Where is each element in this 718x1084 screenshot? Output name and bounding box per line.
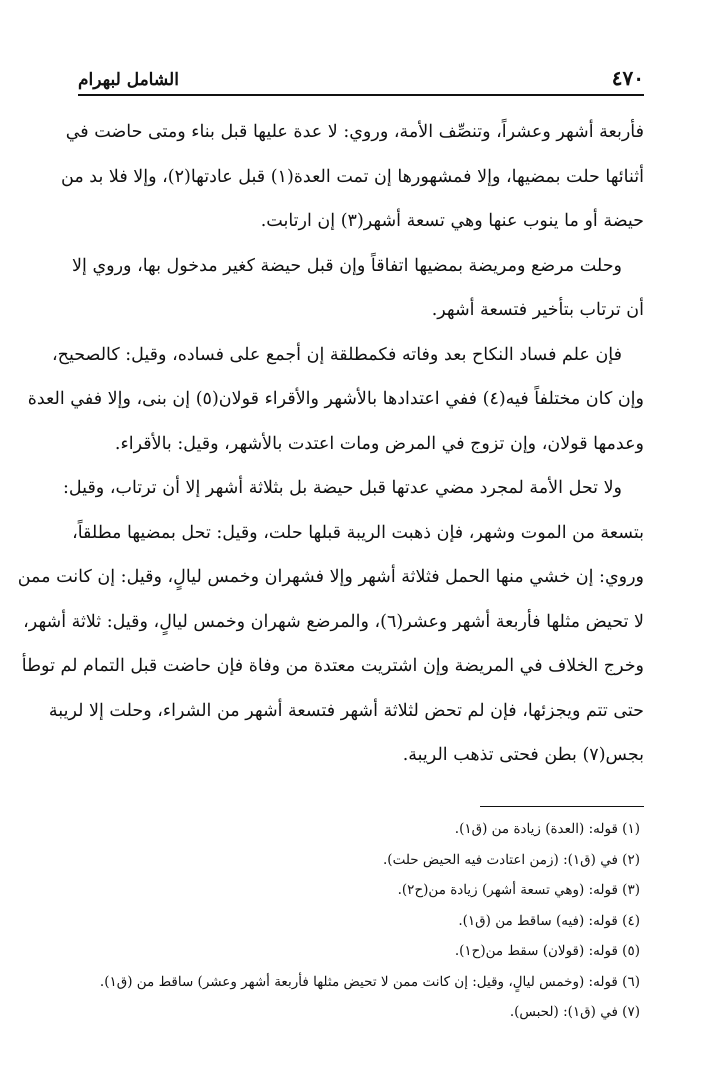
footnote: (١) قوله: (العدة) زيادة من (ق١). — [454, 821, 640, 837]
text-line: وخرج الخلاف في المريضة وإن اشتريت معتدة من وفاة فإن حاضت قبل التمام لم توطأ — [21, 656, 644, 676]
footnote-separator — [480, 806, 644, 807]
text-line: وإن كان مختلفاً فيه(٤) ففي اعتدادها بالأشهر والأقراء قولان(٥) إن بنى، وإلا ففي العدة — [27, 389, 644, 409]
text-line: أن ترتاب بتأخير فتسعة أشهر. — [431, 300, 644, 320]
text-line: وحلت مرضع ومريضة بمضيها اتفاقاً وإن قبل حيضة كغير مدخول بها، وروي إلا — [72, 255, 622, 276]
main-text — [17, 110, 644, 778]
page-header — [78, 60, 644, 96]
text-line: وعدمها قولان، وإن تزوج في المرض ومات اعتدت بالأشهر، وقيل: بالأقراء. — [114, 433, 644, 454]
footnote: (٧) في (ق١): (لحبس). — [509, 1004, 640, 1020]
footnote: (٦) قوله: (وخمس ليالٍ، وقيل: إن كانت ممن لا تحيض مثلها فأربعة أشهر وعشر) ساقط من (ق١). — [99, 973, 640, 990]
footnote: (٢) في (ق١): (زمن اعتادت فيه الحيض حلت). — [383, 851, 640, 868]
text-line: وروي: إن خشي منها الحمل فثلاثة أشهر وإلا فشهران وخمس ليالٍ، وقيل: إن كانت ممن — [17, 567, 644, 587]
running-title: الشامل لبهرام — [78, 70, 179, 90]
footnote: (٣) قوله: (وهي تسعة أشهر) زيادة من(ح٢). — [397, 882, 640, 898]
page-number: ٤٧٠ — [611, 66, 644, 90]
footnote: (٤) قوله: (فيه) ساقط من (ق١). — [458, 912, 640, 929]
footnotes — [70, 814, 640, 1028]
text-line: لا تحيض مثلها فأربعة أشهر وعشر(٦)، والمرضع شهران وخمس ليالٍ، وقيل: ثلاثة أشهر، — [23, 611, 644, 632]
text-line: حيضة أو ما ينوب عنها وهي تسعة أشهر(٣) إن ارتابت. — [260, 211, 644, 231]
text-line: بجس(٧) بطن فحتى تذهب الريبة. — [402, 745, 644, 765]
text-line: أثنائها حلت بمضيها، وإلا فمشهورها إن تمت العدة(١) قبل عادتها(٢)، وإلا فلا بد من — [61, 166, 644, 187]
text-line: فأربعة أشهر وعشراً، وتنصِّف الأمة، وروي: لا عدة عليها قبل بناء ومتى حاضت في — [65, 122, 644, 142]
text-line: فإن علم فساد النكاح بعد وفاته فكمطلقة إن أجمع على فساده، وقيل: كالصحيح، — [52, 344, 622, 365]
text-line: حتى تتم ويجزئها، فإن لم تحض لثلاثة أشهر فتسعة أشهر من الشراء، وحلت إلا لريبة — [48, 700, 644, 721]
text-line: ولا تحل الأمة لمجرد مضي عدتها قبل حيضة بل بثلاثة أشهر إلا أن ترتاب، وقيل: — [63, 478, 622, 498]
text-line: بتسعة من الموت وشهر، فإن ذهبت الريبة قبلها حلت، وقيل: تحل بمضيها مطلقاً، — [72, 522, 644, 543]
footnote: (٥) قوله: (قولان) سقط من(ح١). — [454, 943, 640, 959]
